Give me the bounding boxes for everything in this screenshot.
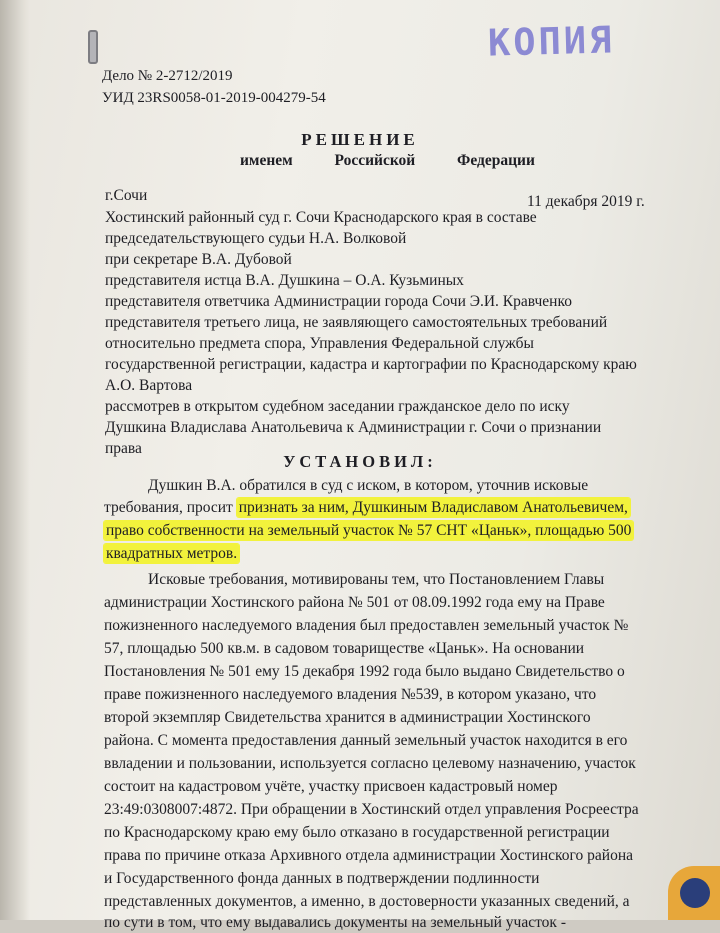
- highlighted-text: признать за ним, Душкиным Владиславом Анатольевичем,: [238, 499, 628, 516]
- paragraph-line: [104, 544, 239, 564]
- city: г.Сочи: [105, 187, 148, 204]
- highlighted-text: квадратных метров.: [106, 545, 238, 562]
- preamble-line: Душкина Владислава Анатольевича к Администрации г. Сочи о признании: [105, 419, 602, 436]
- paragraph-line: администрации Хостинского района № 501 от 08.09.1992 года ему на Праве: [104, 594, 605, 611]
- decision-date: 11 декабря 2019 г.: [527, 193, 645, 210]
- paragraph-line: представленных документов, а именно, в достоверности указанных сведений, а: [104, 893, 630, 910]
- preamble-line: при секретаре В.А. Дубовой: [105, 251, 292, 268]
- paragraph-line: района. С момента предоставления данный земельный участок находится в его: [104, 732, 628, 749]
- preamble-line: Хостинский районный суд г. Сочи Краснодарского края в составе: [105, 209, 537, 226]
- copy-stamp: КОПИЯ: [487, 18, 615, 65]
- subtitle-word: именем: [240, 152, 293, 169]
- preamble-line: относительно предмета спора, Управления Федеральной службы: [105, 335, 534, 352]
- preamble-line: права: [105, 440, 142, 457]
- paragraph-text: требования, просит: [104, 499, 237, 516]
- subtitle-word: Российской: [334, 152, 416, 169]
- preamble-line: государственной регистрации, кадастра и картографии по Краснодарскому краю: [105, 356, 637, 373]
- paragraph-line: Постановления № 501 ему 15 декабря 1992 года было выдано Свидетельство о: [104, 663, 625, 680]
- section-title: УСТАНОВИЛ:: [283, 452, 437, 471]
- preamble-line: председательствующего судьи Н.А. Волковой: [105, 230, 407, 247]
- preamble-line: А.О. Вартова: [105, 377, 193, 394]
- paragraph-line: права по причине отказа Архивного отдела администрации Хостинского района: [104, 847, 633, 864]
- paragraph-line: по сути в том, что ему выдавались документы на земельный участок -: [104, 914, 567, 931]
- preamble-line: рассмотрев в открытом судебном заседании гражданское дело по иску: [105, 398, 570, 415]
- paragraph-line: по Краснодарскому краю ему было отказано в государственной регистрации: [104, 824, 610, 841]
- highlighted-text: право собственности на земельный участок № 57 СНТ «Цаньк», площадью 500: [106, 522, 632, 539]
- paragraph-line: 57, площадью 500 кв.м. в садовом товариществе «Цаньк». На основании: [104, 640, 585, 657]
- document-title: РЕШЕНИЕ: [301, 130, 419, 149]
- preamble-line: представителя третьего лица, не заявляющего самостоятельных требований: [105, 314, 608, 331]
- paragraph-line: ввладении и пользовании, используется согласно целевому назначению, участок: [104, 755, 636, 772]
- paragraph-line: праве пожизненного наследуемого владения №539, в котором указано, что: [104, 686, 597, 703]
- paragraph-line: [104, 498, 630, 518]
- paragraph-line: Исковые требования, мотивированы тем, что Постановлением Главы: [148, 571, 605, 588]
- case-number: Дело № 2-2712/2019: [102, 68, 233, 84]
- corner-logo-inner-icon: [680, 878, 710, 908]
- paragraph-line: 23:49:0308007:4872. При обращении в Хостинский отдел управления Росреестра: [104, 801, 639, 818]
- subtitle-word: Федерации: [457, 152, 535, 169]
- case-uid: УИД 23RS0058-01-2019-004279-54: [102, 90, 326, 106]
- paragraph-line: второй экземпляр Свидетельства хранится в администрации Хостинского: [104, 709, 591, 726]
- paragraph-line: состоит на кадастровом учёте, участку присвоен кадастровый номер: [104, 778, 558, 795]
- paragraph-line: и Государственного фонда данных в подтверждении подлинности: [104, 870, 540, 887]
- paragraph-line: [104, 521, 633, 541]
- document-subtitle: [240, 152, 535, 170]
- paragraph-line: Душкин В.А. обратился в суд с иском, в котором, уточнив исковые: [148, 477, 589, 494]
- paragraph-line: пожизненного наследуемого владения был предоставлен земельный участок №: [104, 617, 629, 634]
- preamble-line: представителя истца В.А. Душкина – О.А. Кузьминых: [105, 272, 464, 289]
- preamble-line: представителя ответчика Администрации города Сочи Э.И. Кравченко: [105, 293, 572, 310]
- staple-icon: [88, 30, 98, 64]
